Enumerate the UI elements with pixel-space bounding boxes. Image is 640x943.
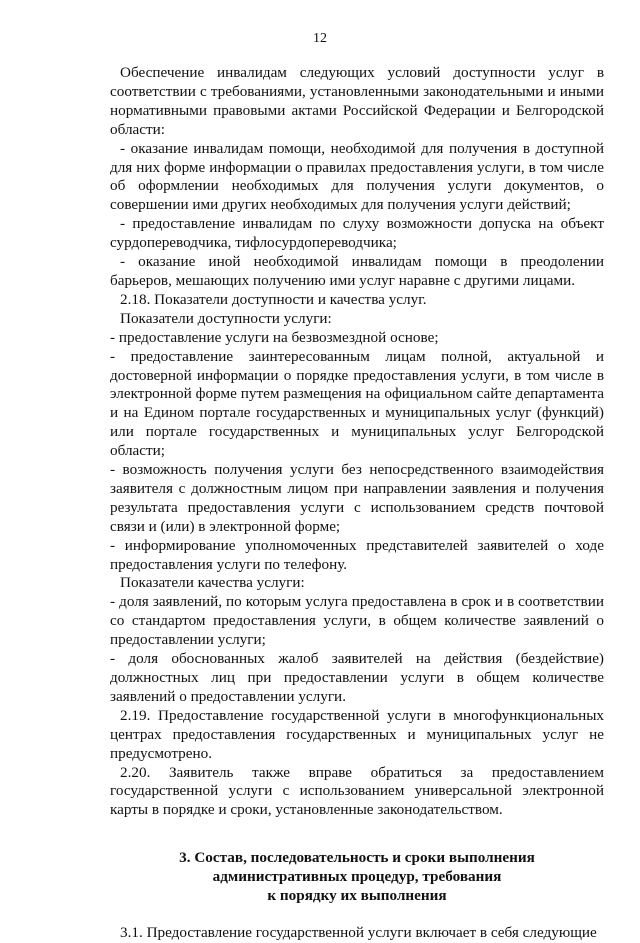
document-body: [110, 64, 604, 943]
paragraph: - оказание инвалидам помощи, необходимой для получения в доступной для них форме информации о правилах предоставления услуги, в том числе об оформлении необходимых для получения услуги документов, о совершении ими других необходимых для получения услуги действий;: [110, 139, 604, 214]
section-heading-line: 3. Состав, последовательность и сроки выполнения: [179, 849, 535, 867]
paragraph: 2.20. Заявитель также вправе обратиться за предоставлением государственной услуги с использованием универсальной электронной карты в порядке и сроки, установленные законодательством.: [110, 763, 604, 819]
paragraph: - доля обоснованных жалоб заявителей на действия (бездействие) должностных лиц при предоставлении услуги в общем количестве заявлений о предоставлении услуги.: [110, 650, 604, 705]
paragraph: - возможность получения услуги без непосредственного взаимодействия заявителя с должностным лицом при направлении заявления и получения результата предоставления услуги с использованием средств почтовой связи и (или) в электронной форме;: [110, 461, 604, 535]
section-heading-line: административных процедур, требования: [212, 868, 502, 886]
paragraph: - предоставление инвалидам по слуху возможности допуска на объект сурдопереводчика, тифлосурдопереводчика;: [110, 215, 604, 252]
paragraph: Показатели доступности услуги:: [120, 309, 332, 327]
paragraph: - предоставление заинтересованным лицам полной, актуальной и достоверной информации о порядке предоставления услуги, в том числе в электронной форме путем размещения на официальном сайте департамента и на Едином портале государственных и муниципальных услуг (функций) или портале государственных и муниципальных услуг Белгородской области;: [110, 347, 604, 460]
paragraph: Показатели качества услуги:: [120, 574, 305, 592]
paragraph: 2.19. Предоставление государственной услуги в многофункциональных центрах предоставления государственных и муниципальных услуг не предусмотрено.: [110, 706, 604, 762]
paragraph: - оказание иной необходимой инвалидам помощи в преодолении барьеров, мешающих получению ими услуг наравне с другими лицами.: [110, 253, 604, 289]
page-number: 12: [313, 31, 327, 46]
paragraph: - предоставление услуги на безвозмездной основе;: [110, 328, 439, 346]
paragraph: 2.18. Показатели доступности и качества услуг.: [120, 290, 427, 308]
paragraph: - доля заявлений, по которым услуга предоставлена в срок и в соответствии со стандартом предоставления услуги, в общем количестве заявлений о предоставлении услуги;: [110, 593, 604, 649]
section-heading: [110, 848, 604, 905]
section-heading-line: к порядку их выполнения: [267, 887, 447, 905]
paragraph: Обеспечение инвалидам следующих условий доступности услуг в соответствии с требованиями, установленными законодательными и иными нормативными правовыми актами Российской Федерации и Белгородской области:: [110, 64, 604, 138]
paragraph: - информирование уполномоченных представителей заявителей о ходе предоставления услуги по телефону.: [110, 536, 604, 573]
paragraph: 3.1. Предоставление государственной услуги включает в себя следующие: [120, 924, 597, 942]
